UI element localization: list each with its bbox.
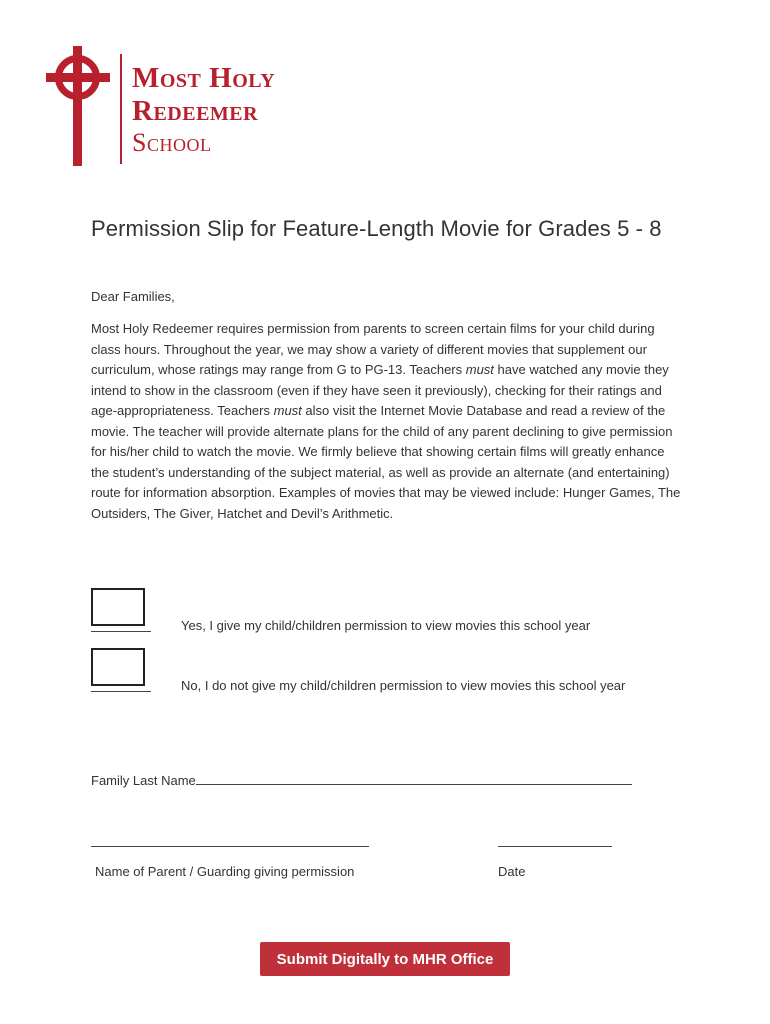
celtic-cross-icon: [44, 44, 114, 169]
page-title: Permission Slip for Feature-Length Movie for Grades 5 - 8: [91, 216, 662, 241]
logo-wordmark: [132, 62, 275, 158]
salutation: Dear Families,: [91, 289, 175, 304]
no-option-label: No, I do not give my child/children permission to view movies this school year: [181, 678, 626, 693]
logo-line-1: Most Holy: [132, 62, 276, 94]
submit-button[interactable]: Submit Digitally to MHR Office: [260, 942, 510, 976]
family-name-row: [91, 771, 632, 788]
date-label: Date: [498, 864, 526, 879]
body-paragraph: [91, 319, 681, 524]
family-name-field[interactable]: [196, 771, 632, 785]
body-text-part-1: Most Holy Redeemer requires permission from parents to screen certain films for your child during class hours. Throughout the year, we may show a variety of different movies that supplement our curriculum, whose ratings may range from G to PG-13. Teachers: [91, 321, 655, 377]
no-checkbox-underline: [91, 691, 151, 692]
body-emphasis-1: must: [465, 362, 494, 377]
body-text-part-3: also visit the Internet Movie Database and read a review of the movie. The teacher will provide alternate plans for the child of any parent declining to give permission for his/her child to watch the movie. We firmly believe that showing certain films will greatly enhance the student’s understanding of the subject material, as well as provide an alternate (and entertaining) route for information absorption. Examples of movies that may be viewed include: Hunger Games, The Outsiders, The Giver, Hatchet and Devil’s Arithmetic.: [91, 403, 681, 521]
school-logo: [44, 44, 324, 169]
yes-checkbox-underline: [91, 631, 151, 632]
family-name-label: Family Last Name: [91, 773, 196, 788]
no-checkbox[interactable]: [91, 648, 145, 686]
logo-line-3: School: [132, 128, 212, 157]
body-emphasis-2: must: [273, 403, 302, 418]
yes-option-label: Yes, I give my child/children permission to view movies this school year: [181, 618, 591, 633]
logo-divider: [120, 54, 122, 164]
option-yes-row: [91, 588, 691, 632]
signature-label: Name of Parent / Guarding giving permission: [95, 864, 355, 879]
option-no-row: [91, 648, 691, 692]
body-text-part-2: have watched any movie they intend to show in the classroom (even if they have seen it previously), checking for their ratings and age-appropriateness. Teachers: [91, 362, 669, 418]
date-field[interactable]: [498, 846, 612, 847]
yes-checkbox[interactable]: [91, 588, 145, 626]
signature-field[interactable]: [91, 846, 369, 847]
logo-line-2: Redeemer: [132, 95, 259, 127]
